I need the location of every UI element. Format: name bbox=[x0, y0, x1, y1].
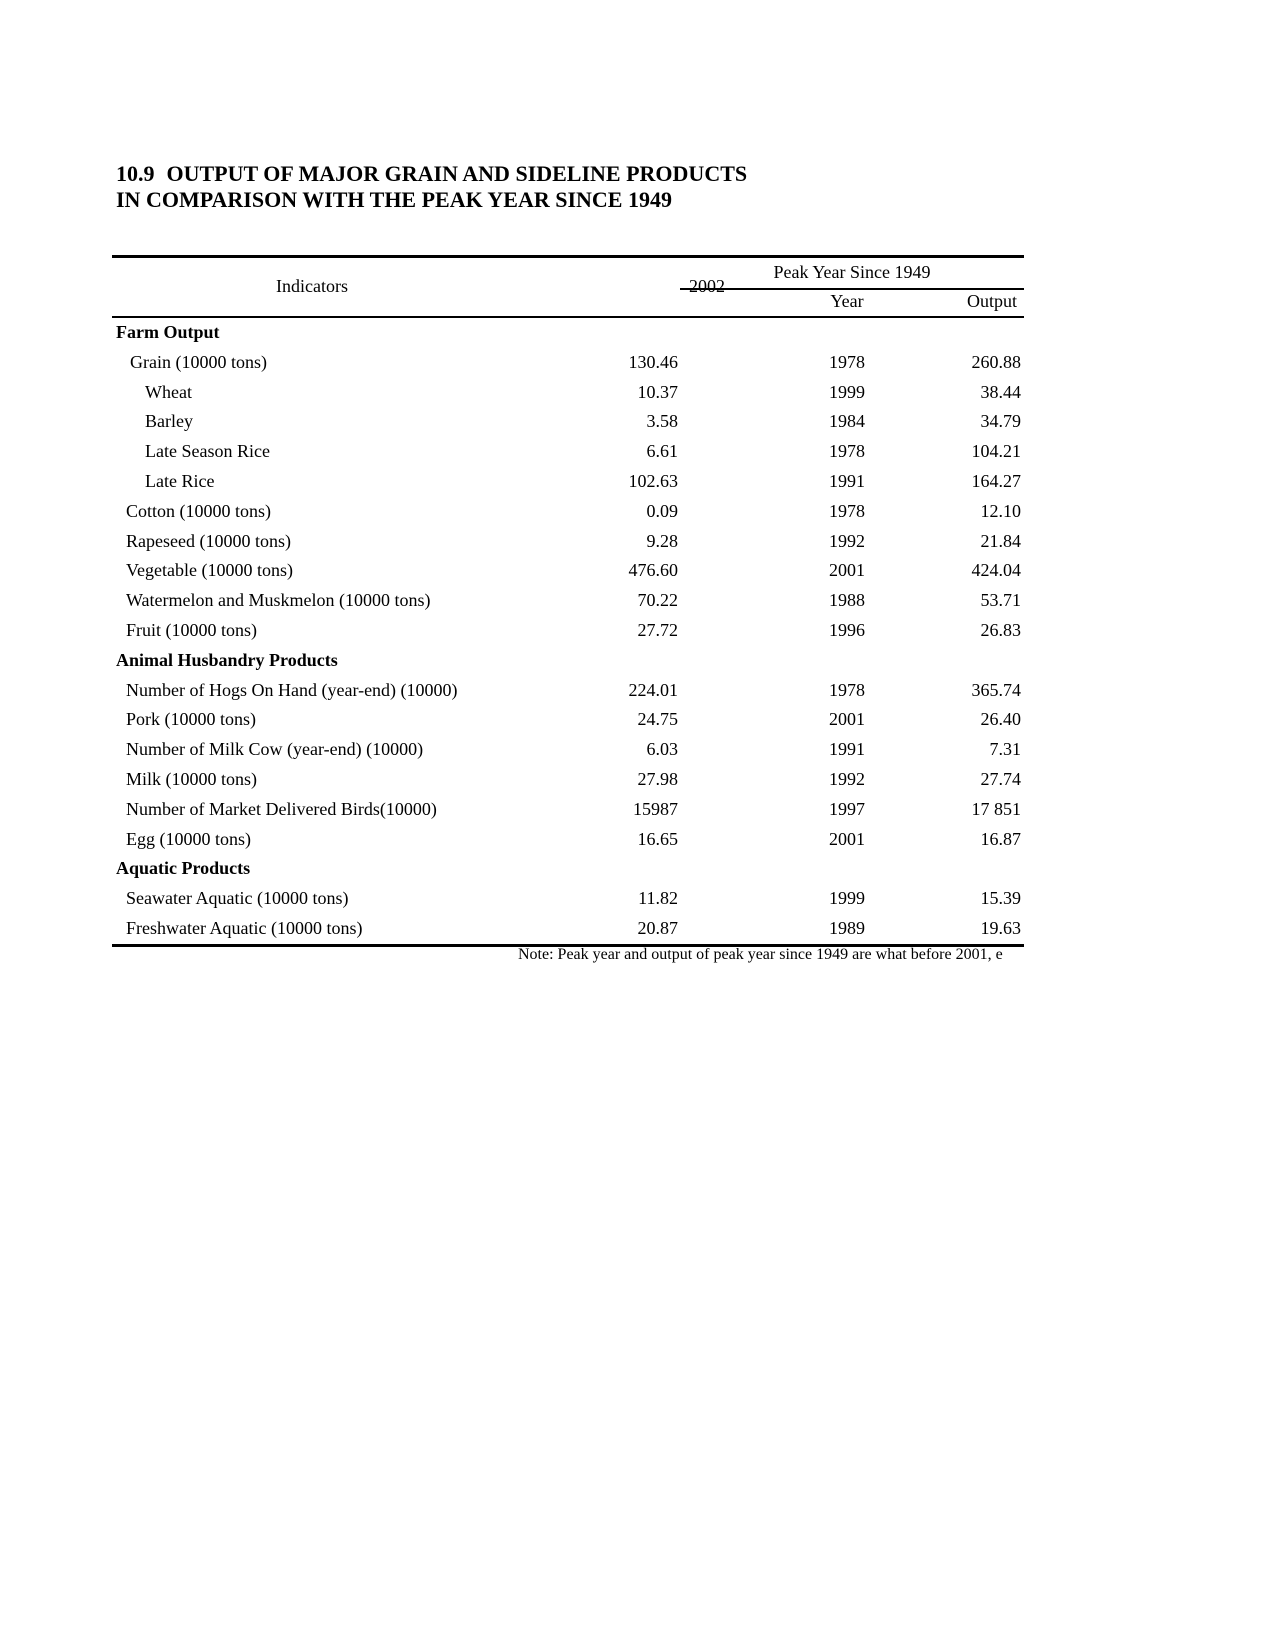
table-row bbox=[112, 616, 1024, 646]
row-label: Animal Husbandry Products bbox=[116, 649, 338, 670]
cell-peak-output: 53.71 bbox=[980, 590, 1021, 611]
table-row bbox=[112, 884, 1024, 914]
cell-peak-year: 1978 bbox=[829, 679, 865, 700]
table-row bbox=[112, 735, 1024, 765]
title-line-2: IN COMPARISON WITH THE PEAK YEAR SINCE 1949 bbox=[116, 187, 672, 212]
header-output: Output bbox=[966, 291, 1017, 311]
table-row bbox=[112, 795, 1024, 825]
cell-2002: 130.46 bbox=[628, 351, 678, 372]
cell-peak-output: 38.44 bbox=[980, 381, 1021, 402]
cell-2002: 27.72 bbox=[637, 619, 678, 640]
cell-peak-year: 1989 bbox=[829, 917, 865, 938]
title-line-1 bbox=[116, 161, 747, 187]
cell-peak-year: 1999 bbox=[829, 888, 865, 909]
table-row bbox=[112, 437, 1024, 467]
cell-2002: 102.63 bbox=[628, 470, 678, 491]
table-row bbox=[112, 556, 1024, 586]
row-label: Egg (10000 tons) bbox=[126, 828, 251, 849]
cell-peak-year: 1991 bbox=[829, 470, 865, 491]
row-label: Late Rice bbox=[145, 470, 215, 491]
row-label: Milk (10000 tons) bbox=[126, 768, 258, 789]
cell-2002: 24.75 bbox=[637, 709, 678, 730]
row-label: Rapeseed (10000 tons) bbox=[126, 530, 291, 551]
cell-peak-output: 424.04 bbox=[971, 560, 1021, 581]
cell-peak-output: 104.21 bbox=[971, 441, 1021, 462]
cell-peak-year: 1978 bbox=[829, 500, 865, 521]
table-row bbox=[112, 348, 1024, 378]
cell-peak-output: 27.74 bbox=[980, 768, 1021, 789]
table-row bbox=[112, 676, 1024, 706]
cell-peak-output: 164.27 bbox=[971, 470, 1021, 491]
table-row bbox=[112, 705, 1024, 735]
cell-2002: 70.22 bbox=[637, 590, 678, 611]
cell-peak-output: 26.40 bbox=[980, 709, 1021, 730]
title-text-1: OUTPUT OF MAJOR GRAIN AND SIDELINE PRODUCTS bbox=[166, 161, 748, 186]
table-header bbox=[112, 258, 1024, 318]
table-row bbox=[112, 825, 1024, 855]
cell-2002: 6.03 bbox=[646, 739, 678, 760]
table-row bbox=[112, 407, 1024, 437]
row-label: Freshwater Aquatic (10000 tons) bbox=[126, 917, 363, 938]
cell-peak-output: 26.83 bbox=[980, 619, 1021, 640]
data-table bbox=[112, 255, 1024, 947]
row-label: Wheat bbox=[145, 381, 192, 402]
cell-2002: 15987 bbox=[633, 798, 678, 819]
cell-peak-output: 365.74 bbox=[971, 679, 1021, 700]
cell-2002: 476.60 bbox=[628, 560, 678, 581]
row-label: Late Season Rice bbox=[145, 441, 270, 462]
header-indicators: Indicators bbox=[276, 276, 348, 296]
table-row bbox=[112, 497, 1024, 527]
cell-peak-year: 1997 bbox=[829, 798, 865, 819]
table-row bbox=[112, 914, 1024, 944]
cell-2002: 9.28 bbox=[646, 530, 678, 551]
cell-peak-output: 15.39 bbox=[980, 888, 1021, 909]
cell-2002: 3.58 bbox=[646, 411, 678, 432]
table-body bbox=[112, 318, 1024, 944]
cell-peak-year: 1984 bbox=[829, 411, 865, 432]
cell-peak-output: 260.88 bbox=[971, 351, 1021, 372]
row-label: Cotton (10000 tons) bbox=[126, 500, 272, 521]
cell-peak-year: 1996 bbox=[829, 619, 865, 640]
cell-peak-output: 34.79 bbox=[980, 411, 1021, 432]
cell-2002: 6.61 bbox=[646, 441, 678, 462]
row-label: Vegetable (10000 tons) bbox=[126, 560, 293, 581]
cell-peak-year: 1988 bbox=[829, 590, 865, 611]
cell-peak-year: 1992 bbox=[829, 530, 865, 551]
row-label: Seawater Aquatic (10000 tons) bbox=[126, 888, 349, 909]
row-label: Number of Milk Cow (year-end) (10000) bbox=[126, 739, 424, 760]
row-label: Aquatic Products bbox=[116, 858, 251, 879]
cell-peak-year: 1991 bbox=[829, 739, 865, 760]
row-label: Barley bbox=[145, 411, 193, 432]
cell-2002: 16.65 bbox=[637, 828, 678, 849]
row-label: Number of Hogs On Hand (year-end) (10000) bbox=[126, 679, 458, 700]
table-number: 10.9 bbox=[116, 161, 155, 186]
cell-peak-output: 19.63 bbox=[980, 917, 1021, 938]
cell-2002: 20.87 bbox=[637, 917, 678, 938]
cell-peak-year: 2001 bbox=[829, 828, 865, 849]
cell-2002: 27.98 bbox=[637, 768, 678, 789]
cell-peak-output: 12.10 bbox=[980, 500, 1021, 521]
cell-peak-year: 2001 bbox=[829, 560, 865, 581]
row-label: Watermelon and Muskmelon (10000 tons) bbox=[126, 590, 431, 611]
cell-peak-output: 7.31 bbox=[989, 739, 1021, 760]
cell-peak-output: 21.84 bbox=[980, 530, 1021, 551]
table-row bbox=[112, 586, 1024, 616]
cell-2002: 224.01 bbox=[628, 679, 678, 700]
row-label: Number of Market Delivered Birds(10000) bbox=[126, 798, 437, 819]
header-peak-year-group: Peak Year Since 1949 bbox=[680, 260, 1024, 290]
cell-peak-year: 2001 bbox=[829, 709, 865, 730]
table-row bbox=[112, 378, 1024, 408]
row-label: Fruit (10000 tons) bbox=[126, 619, 258, 640]
section-header-row bbox=[112, 318, 1024, 348]
row-label: Farm Output bbox=[116, 322, 220, 342]
section-header-row bbox=[112, 646, 1024, 676]
header-year: Year bbox=[830, 291, 864, 311]
cell-2002: 0.09 bbox=[646, 500, 678, 521]
table-note: Note: Peak year and output of peak year since 1949 are what before 2001, e bbox=[518, 946, 1003, 963]
table-row bbox=[112, 765, 1024, 795]
table-row bbox=[112, 527, 1024, 557]
table-row bbox=[112, 467, 1024, 497]
cell-peak-year: 1999 bbox=[829, 381, 865, 402]
cell-peak-year: 1992 bbox=[829, 768, 865, 789]
cell-peak-year: 1978 bbox=[829, 351, 865, 372]
cell-peak-output: 16.87 bbox=[980, 828, 1021, 849]
row-label: Grain (10000 tons) bbox=[130, 351, 267, 372]
cell-peak-output: 17 851 bbox=[971, 798, 1021, 819]
cell-peak-year: 1978 bbox=[829, 441, 865, 462]
header-2002: 2002 bbox=[689, 276, 725, 296]
page-title bbox=[116, 161, 747, 213]
section-header-row bbox=[112, 854, 1024, 884]
cell-2002: 11.82 bbox=[638, 888, 678, 909]
row-label: Pork (10000 tons) bbox=[126, 709, 256, 730]
cell-2002: 10.37 bbox=[637, 381, 678, 402]
